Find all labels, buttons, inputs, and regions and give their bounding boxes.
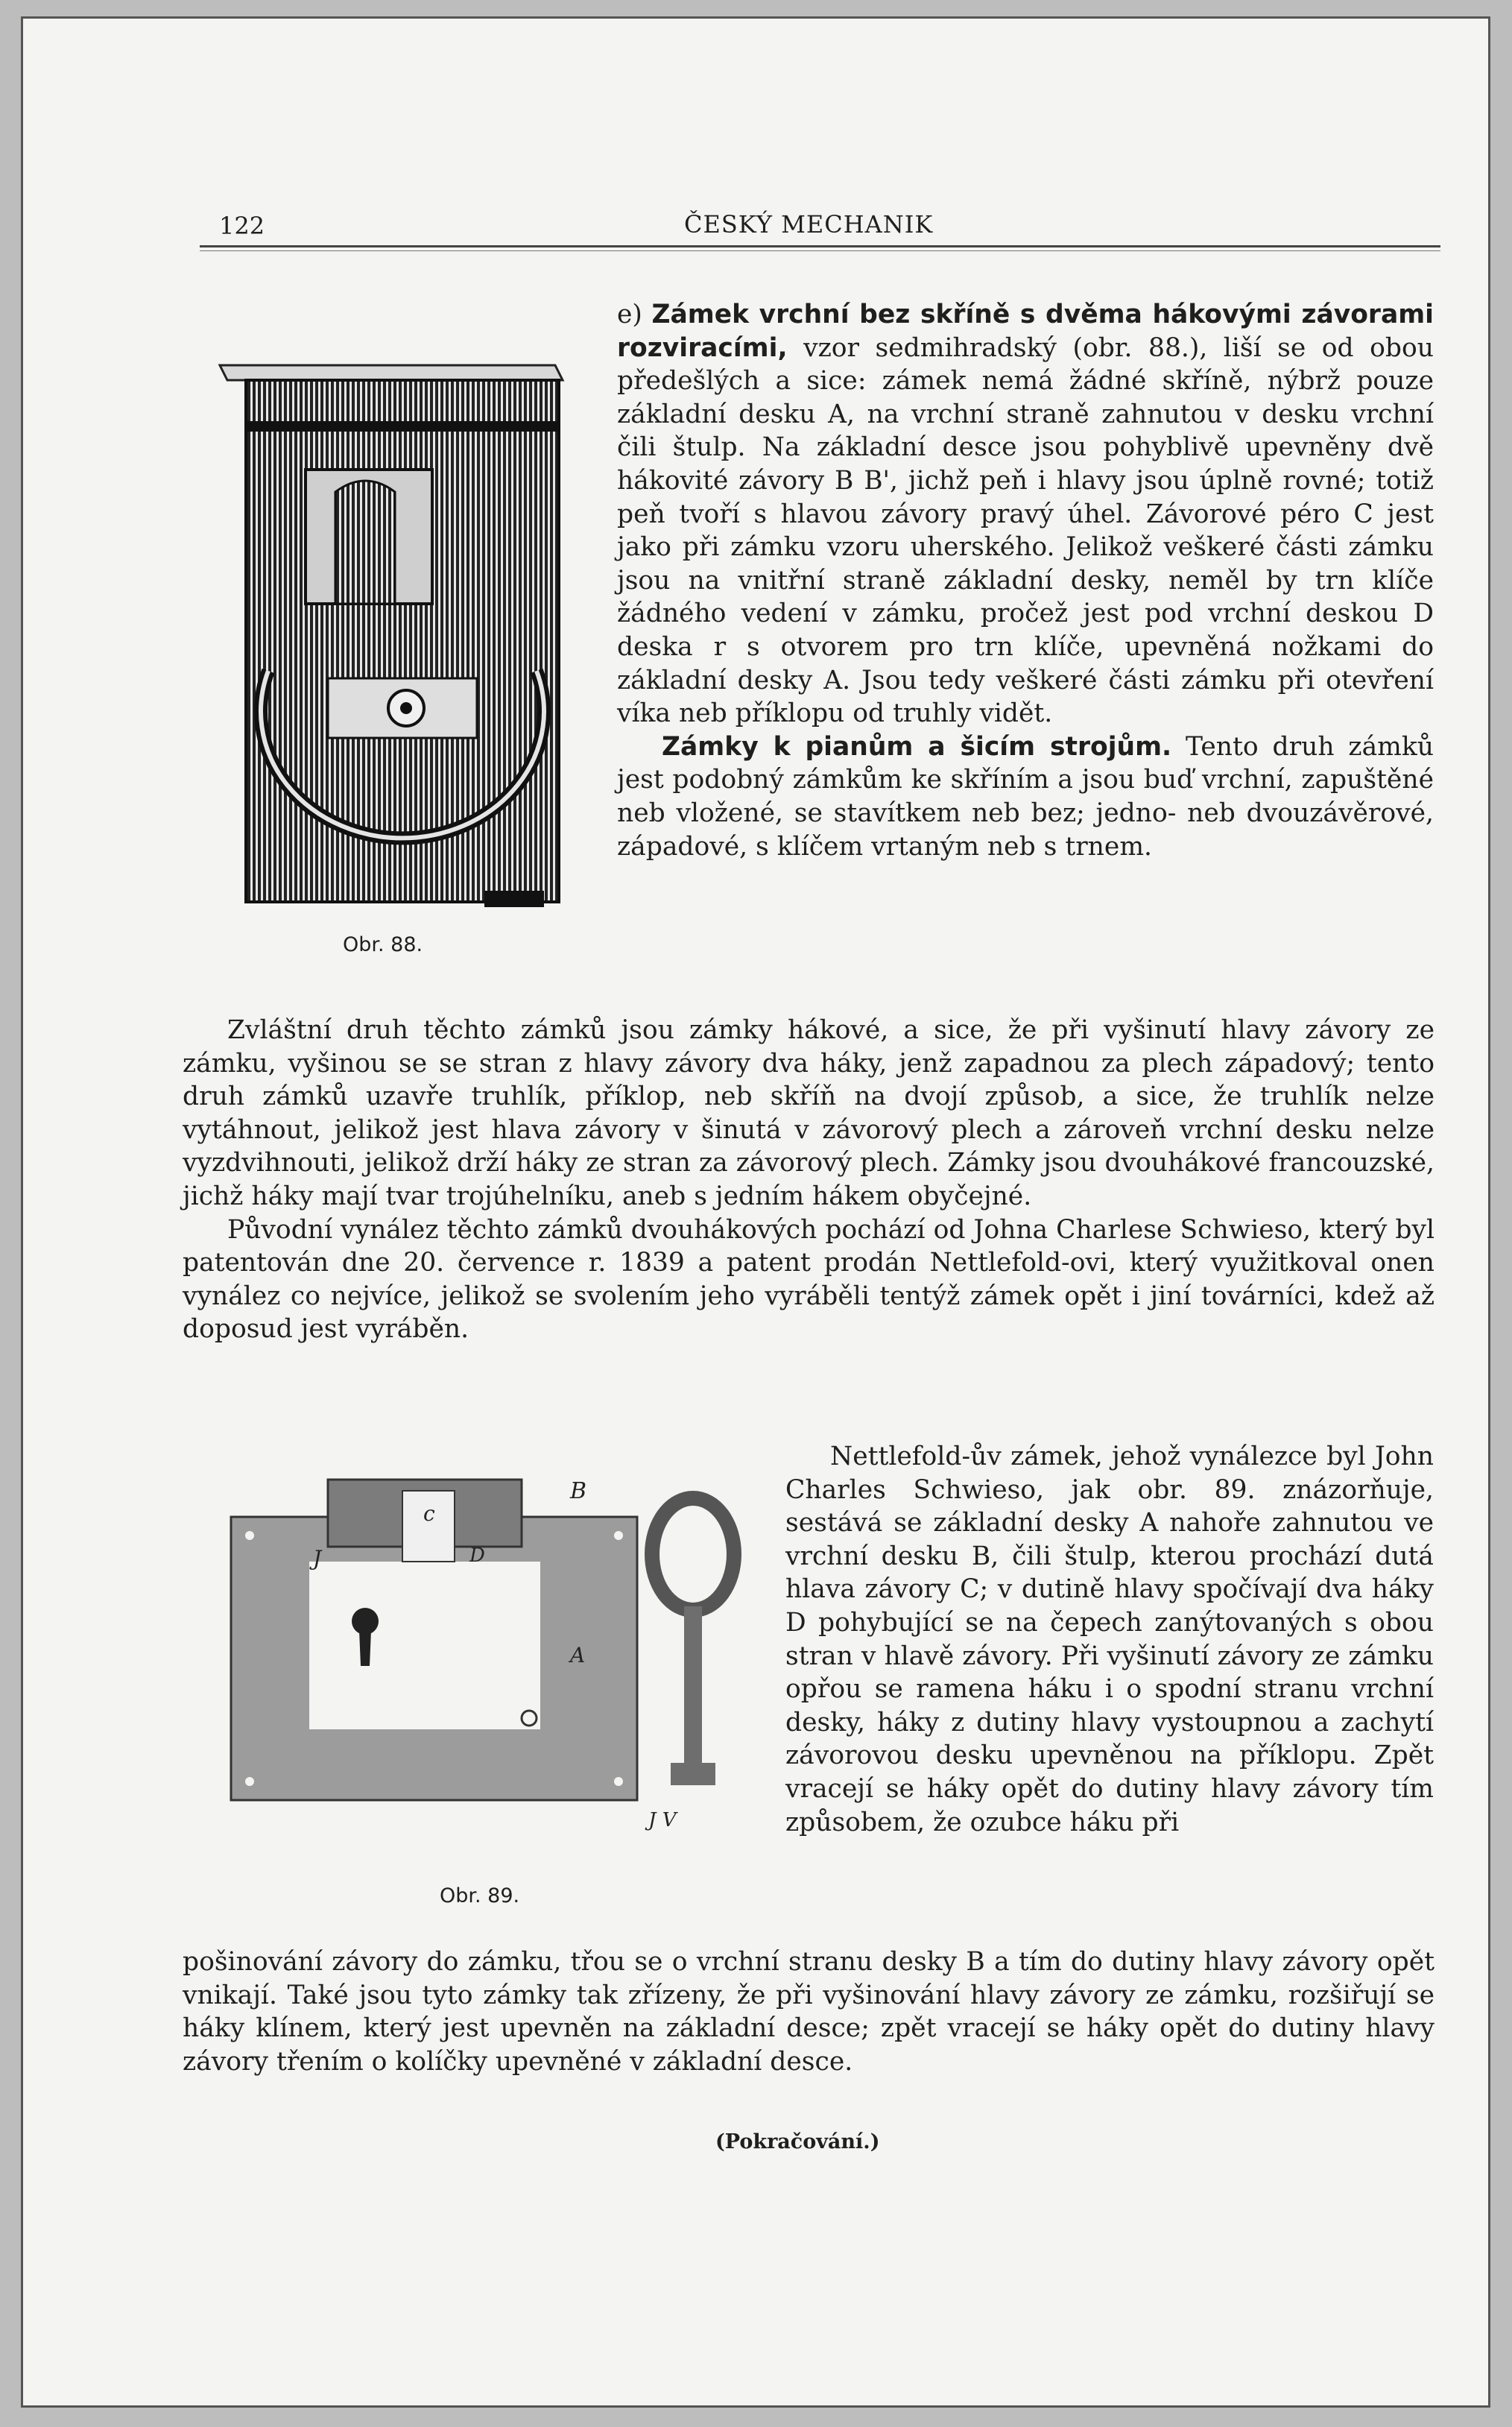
- figure-89-illustration: [224, 1472, 760, 1845]
- continuation-note: (Pokračování.): [715, 2130, 880, 2153]
- page-number: 122: [219, 212, 265, 240]
- hook-locks-paragraph: Zvláštní druh těchto zámků jsou zámky hákové, a sice, že při vyšinutí hlavy závory ze zámku, vyšinou se se stran z hlavy závory dva háky, jenž zapadnou za plech západový; tento druh zámků uzavře truhlík, příklop, neb skříň na dvojí způsob, a sice, že truhlík nelze vytáhnout, jelikož jest hlava závory v šinutá v závorový plech a zároveň vrchní desku nelze vyzdvihnouti, jelikož drží háky ze stran za závorový plech. Zámky jsou dvouhákové francouzské, jichž háky mají tvar trojúhelníku, aneb s jedním hákem obyčejné.: [183, 1015, 1434, 1211]
- piano-locks-body: Tento druh zámků jest podobný zámkům ke skříním a jsou buď vrchní, zapuštěné neb vložené, se stavítkem neb bez; jedno- neb dvouzávěrové, západové, s klíčem vrtaným neb s trnem.: [617, 731, 1434, 862]
- section-e-body: vzor sedmihradský (obr. 88.), liší se od obou předešlých a sice: zámek nemá žádné skříně, nýbrž pouze základní desku A, na vrchní straně zahnutou v desku vrchní čili štulp. Na základní desce jsou pohyblivě upevněny dvě hákovité závory B B', jichž peň i hlavy jsou úplně rovné; totiž peň tvoří s hlavou závory pravý úhel. Závorové péro C jest jako při zámku vzoru uherského. Jelikož veškeré části zámku jsou na vnitřní straně základní desky, neměl by trn klíče žádného vedení v zámku, pročež jest pod vrchní deskou D deska r s otvorem pro trn klíče, upevněná nožkami do základní desky A. Jsou tedy veškeré části zámku při otevření víka neb příklopu od truhly vidět.: [617, 332, 1434, 729]
- section-e-text: [617, 298, 1434, 863]
- full-width-text: [183, 1014, 1434, 1346]
- history-paragraph: Původní vynález těchto zámků dvouhákových pochází od Johna Charlese Schwieso, který byl patentován dne 20. července r. 1839 a patent prodán Nettlefold-ovi, který využitkoval onen vynález co nejvíce, jelikož se svolením jeho vyráběli tentýž zámek opět i jiní továrníci, kdež až doposud jest vyráběn.: [183, 1214, 1434, 1345]
- fig89-label-b: B: [570, 1478, 587, 1504]
- figure-89-caption: Obr. 89.: [440, 1884, 520, 1907]
- fig89-label-a: A: [570, 1643, 586, 1667]
- figure-88-caption: Obr. 88.: [343, 933, 423, 956]
- section-e-heading: Zámek vrchní bez skříně s dvěma hákovými závorami rozviracími,: [617, 300, 1434, 363]
- piano-locks-heading: Zámky k pianům a šicím strojům.: [662, 731, 1172, 762]
- fig89-label-jv: J V: [648, 1809, 677, 1831]
- running-title: ČESKÝ MECHANIK: [684, 210, 934, 239]
- section-e-label: e): [617, 300, 642, 329]
- fig89-label-c: c: [423, 1501, 435, 1526]
- header-rule-thin: [200, 250, 1440, 251]
- page-header: [200, 198, 1440, 253]
- fig89-label-j: J: [313, 1546, 322, 1571]
- nettlefold-full-paragraph: pošinování závory do zámku, třou se o vrchní stranu desky B a tím do dutiny hlavy závory opět vnikají. Také jsou tyto zámky tak zřízeny, že při vyšinování hlavy závory ze zámku, rozšiřují se háky klínem, který jest upevněn na základní desce; zpět vracejí se háky opět do dutiny hlavy závory třením o kolíčky upevněné v základní desce.: [183, 1947, 1434, 2077]
- header-rule: [200, 245, 1440, 247]
- nettlefold-side-text: [785, 1440, 1434, 1839]
- nettlefold-side-paragraph: Nettlefold-ův zámek, jehož vynálezce byl John Charles Schwieso, jak obr. 89. znázorňuje, sestává se základní desky A nahoře zahnutou ve vrchní desku B, čili štulp, kterou prochází dutá hlava závory C; v dutině hlavy spočívají dva háky D pohybující se na čepech zanýtovaných s obou stran v hlavě závory. Při vyšinutí závory ze zámku opřou se ramena háku i o spodní stranu vrchní desky, háky z dutiny hlavy vystoupnou a zachytí závorovou desku upevněnou na příklopu. Zpět vracejí se háky opět do dutiny hlavy závory tím způsobem, že ozubce háku při: [785, 1442, 1434, 1837]
- figure-88-illustration: [216, 350, 566, 913]
- fig89-label-d: D: [469, 1544, 485, 1567]
- nettlefold-full-text: [183, 1945, 1434, 2078]
